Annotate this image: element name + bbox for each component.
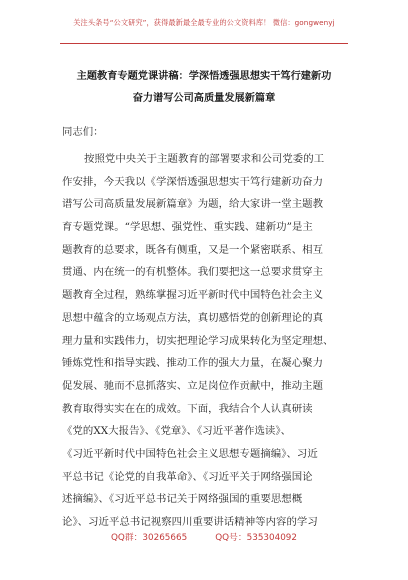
footer <box>0 530 408 543</box>
body-line: 贯通、内在统一的有机整体。我们要把这一总要求贯穿主 <box>62 266 324 279</box>
body-paragraph <box>62 148 352 534</box>
body-line: 谱写公司高质量发展新篇章》为题，给大家讲一堂主题教 <box>62 198 324 211</box>
body-line: 题教育的总要求，既各有侧重，又是一个紧密联系、相互 <box>62 243 324 256</box>
body-line: 理力量和实践伟力，切实把理论学习成果转化为坚定理想、 <box>62 334 334 347</box>
body-line: 锤炼党性和指导实践、推动工作的强大力量，在凝心聚力 <box>62 357 324 370</box>
body-line: 育专题党课。“学思想、强党性、重实践、建新功”是主 <box>62 221 313 234</box>
body-line: 述摘编》、《习近平总书记关于网络强国的重要思想概 <box>62 493 303 506</box>
header-banner <box>0 18 408 28</box>
title-line-2: 奋力谱写公司高质量发展新篇章 <box>132 93 276 104</box>
body-line: 《习近平新时代中国特色社会主义思想专题摘编》、习近 <box>62 447 318 460</box>
header-banner-text: 关注头条号“公文研究”，获得最新最全最专业的公文资料库！ 微信：gongwenyj <box>73 18 335 27</box>
title-line-1: 主题教育专题党课讲稿：学深悟透强思想实干笃行建新功 <box>76 71 332 82</box>
body-line: 《党的XX大报告》、《党章》、《习近平著作选读》、 <box>62 425 292 438</box>
footer-qq-number: QQ号：535304092 <box>215 533 298 543</box>
body-line: 作安排，今天我以《学深悟透强思想实干笃行建新功奋力 <box>62 175 324 188</box>
document-title <box>52 66 356 110</box>
footer-qq-group: QQ群：30265665 <box>110 533 188 543</box>
body-line: 教育取得实实在在的成效。下面，我结合个人认真研读 <box>62 402 313 415</box>
header-divider <box>60 43 348 44</box>
body-line: 题教育全过程，熟练掌握习近平新时代中国特色社会主义 <box>62 289 324 302</box>
body-line: 论》、习近平总书记视察四川重要讲话精神等内容的学习 <box>62 516 318 528</box>
body-line: 按照党中央关于主题教育的部署要求和公司党委的工 <box>84 153 325 165</box>
salutation: 同志们： <box>62 126 104 138</box>
body-line: 思想中蕴含的立场观点方法，真切感悟党的创新理论的真 <box>62 311 324 324</box>
body-line: 促发展、驰而不息抓落实、立足岗位作贡献中，推动主题 <box>62 379 324 392</box>
body-line: 平总书记《论党的自我革命》、《习近平关于网络强国论 <box>62 470 313 483</box>
